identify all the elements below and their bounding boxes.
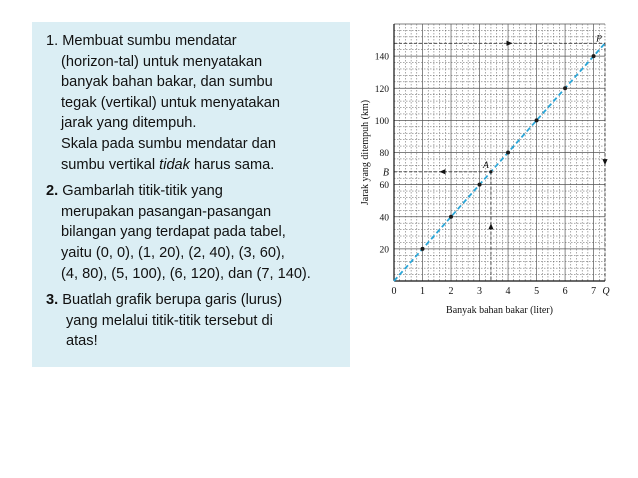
x-tick-label: 1	[420, 286, 426, 297]
chart-series	[394, 43, 605, 281]
y-tick-label: 120	[374, 84, 389, 95]
instruction-3	[46, 290, 344, 352]
data-point	[535, 118, 539, 122]
instruction-3-line-3: atas!	[66, 333, 98, 350]
instruction-1	[46, 31, 344, 175]
distance-fuel-chart	[352, 18, 614, 326]
data-point	[478, 183, 482, 187]
instruction-1-line-2: (horizon-tal) untuk menyatakan	[61, 53, 263, 70]
data-point	[506, 151, 510, 155]
arrow-to-q	[602, 159, 607, 165]
instruction-2-line-3: bilangan yang terdapat pada tabel,	[61, 224, 286, 241]
y-axis-title: Jarak yang ditempuh (km)	[360, 99, 371, 206]
x-tick-label: 5	[534, 286, 540, 297]
point-a-marker	[489, 170, 492, 173]
instruction-1-line-5: jarak yang ditempuh.	[61, 115, 197, 132]
y-tick-label: 140	[374, 52, 389, 63]
x-tick-label: 3	[477, 286, 483, 297]
x-end-label-q: Q	[602, 286, 610, 297]
point-p-label: P	[596, 34, 602, 45]
chart-grid	[394, 24, 605, 281]
x-axis-title: Banyak bahan bakar (liter)	[446, 305, 553, 316]
instruction-2-line-4: yaitu (0, 0), (1, 20), (2, 40), (3, 60),	[61, 244, 285, 261]
y-tick-label: 20	[379, 245, 389, 256]
instructions-panel	[32, 22, 350, 367]
data-point	[563, 86, 567, 90]
data-point	[449, 215, 453, 219]
x-tick-label: 6	[562, 286, 568, 297]
y-tick-label: 100	[374, 116, 389, 127]
instruction-2-number: 2.	[46, 183, 59, 200]
instruction-1-line-6: Skala pada sumbu mendatar dan	[61, 135, 276, 152]
arrow-up-from-axis	[488, 223, 493, 229]
data-point	[421, 247, 425, 251]
arrow-top-right	[507, 41, 513, 46]
instruction-2-line-1: Gambarlah titik-titik yang	[62, 183, 223, 200]
instruction-1-line-7-emphasis: tidak	[159, 156, 190, 173]
instruction-1-line-7	[46, 155, 344, 176]
arrow-to-b	[439, 169, 445, 174]
x-tick-label: 4	[505, 286, 511, 297]
point-a-label: A	[483, 160, 489, 171]
instruction-1-line-3: banyak bahan bakar, dan sumbu	[61, 74, 273, 91]
series-line-jarak	[394, 43, 605, 281]
instruction-1-line-4: tegak (vertikal) untuk menyatakan	[61, 94, 281, 111]
instruction-2-line-5: (4, 80), (5, 100), (6, 120), dan (7, 140).	[61, 265, 311, 282]
x-tick-label: 7	[591, 286, 597, 297]
x-tick-label: 0	[391, 286, 397, 297]
instruction-2	[46, 181, 344, 284]
x-tick-label: 2	[448, 286, 454, 297]
y-label-b: B	[382, 167, 389, 179]
instruction-1-line-7-post: harus sama.	[189, 156, 275, 173]
instruction-1-number: 1.	[46, 33, 59, 49]
y-tick-label: 60	[379, 181, 389, 192]
instruction-1-line-7-pre: sumbu vertikal	[61, 156, 160, 173]
instruction-2-line-2: merupakan pasangan-pasangan	[61, 203, 272, 220]
y-tick-label: 80	[379, 149, 389, 159]
data-point	[592, 54, 596, 58]
y-tick-label: 40	[379, 213, 389, 224]
instruction-3-line-2: yang melalui titik-titik tersebut di	[66, 312, 273, 329]
instruction-3-line-1: Buatlah grafik berupa garis (lurus)	[62, 292, 283, 309]
instruction-3-number: 3.	[46, 292, 59, 309]
instruction-1-line-1: Membuat sumbu mendatar	[62, 33, 237, 49]
